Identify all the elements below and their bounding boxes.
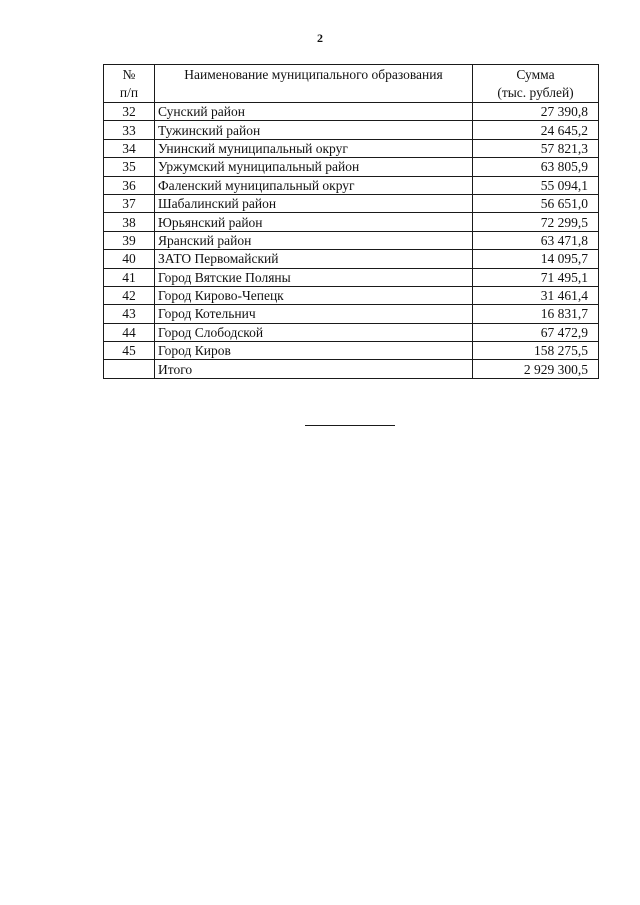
row-number: 34	[104, 139, 155, 157]
table-row	[104, 250, 599, 268]
row-number: 37	[104, 194, 155, 212]
row-sum: 14 095,7	[473, 250, 599, 268]
table-row	[104, 213, 599, 231]
table-body	[104, 103, 599, 360]
header-name-text: Наименование муниципального образования	[184, 67, 443, 82]
row-name: Город Слободской	[155, 323, 473, 341]
table-row	[104, 231, 599, 249]
row-name: Город Киров	[155, 342, 473, 360]
row-name: Город Котельнич	[155, 305, 473, 323]
table-row	[104, 268, 599, 286]
municipal-sum-table	[103, 64, 599, 379]
row-sum: 24 645,2	[473, 121, 599, 139]
row-name: Город Кирово-Чепецк	[155, 286, 473, 304]
row-sum: 67 472,9	[473, 323, 599, 341]
row-number: 42	[104, 286, 155, 304]
row-name: Шабалинский район	[155, 194, 473, 212]
row-name: Юрьянский район	[155, 213, 473, 231]
row-name: Фаленский муниципальный округ	[155, 176, 473, 194]
table-row	[104, 342, 599, 360]
table-row	[104, 139, 599, 157]
row-sum: 56 651,0	[473, 194, 599, 212]
total-sum: 2 929 300,5	[473, 360, 599, 378]
table-row	[104, 103, 599, 121]
row-number: 41	[104, 268, 155, 286]
header-sum-line1: Сумма	[516, 67, 555, 82]
row-number: 45	[104, 342, 155, 360]
row-name: Яранский район	[155, 231, 473, 249]
row-number: 40	[104, 250, 155, 268]
total-row	[104, 360, 599, 378]
row-name: ЗАТО Первомайский	[155, 250, 473, 268]
row-name: Унинский муниципальный округ	[155, 139, 473, 157]
row-sum: 158 275,5	[473, 342, 599, 360]
row-number: 38	[104, 213, 155, 231]
header-name	[155, 65, 473, 103]
table-row	[104, 305, 599, 323]
row-number: 36	[104, 176, 155, 194]
header-number	[104, 65, 155, 103]
total-label: Итого	[155, 360, 473, 378]
row-sum: 72 299,5	[473, 213, 599, 231]
row-sum: 57 821,3	[473, 139, 599, 157]
table-row	[104, 176, 599, 194]
closing-rule-line	[305, 425, 395, 426]
row-name: Сунский район	[155, 103, 473, 121]
table-row	[104, 323, 599, 341]
header-number-line1: №	[122, 67, 136, 82]
row-number: 44	[104, 323, 155, 341]
row-sum: 63 471,8	[473, 231, 599, 249]
header-sum-line2: (тыс. рублей)	[497, 85, 574, 100]
row-sum: 55 094,1	[473, 176, 599, 194]
row-sum: 27 390,8	[473, 103, 599, 121]
row-number: 43	[104, 305, 155, 323]
row-name: Уржумский муниципальный район	[155, 158, 473, 176]
table-row	[104, 121, 599, 139]
row-sum: 16 831,7	[473, 305, 599, 323]
row-number: 32	[104, 103, 155, 121]
total-number-cell	[104, 360, 155, 378]
table-header-row	[104, 65, 599, 103]
row-number: 35	[104, 158, 155, 176]
row-sum: 63 805,9	[473, 158, 599, 176]
row-sum: 31 461,4	[473, 286, 599, 304]
table-row	[104, 286, 599, 304]
row-name: Тужинский район	[155, 121, 473, 139]
header-sum	[473, 65, 599, 103]
row-sum: 71 495,1	[473, 268, 599, 286]
row-name: Город Вятские Поляны	[155, 268, 473, 286]
page-number: 2	[317, 31, 323, 45]
table-row	[104, 194, 599, 212]
table-row	[104, 158, 599, 176]
row-number: 39	[104, 231, 155, 249]
row-number: 33	[104, 121, 155, 139]
header-number-line2: п/п	[119, 85, 139, 100]
